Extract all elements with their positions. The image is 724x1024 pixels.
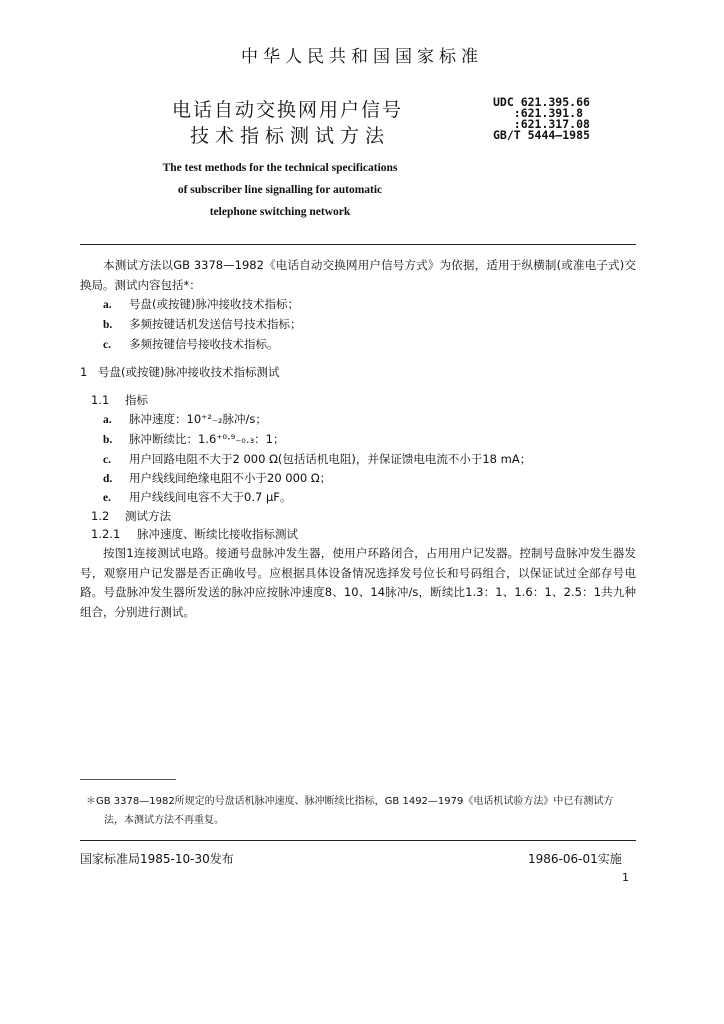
section-1-1-heading: [91, 392, 148, 408]
udc-line-2: :621.391.8: [493, 106, 584, 120]
intro-item-a: [103, 296, 299, 312]
item-label: a.: [103, 414, 112, 426]
section-title: 指标: [125, 393, 148, 407]
item-text: 多频按键信号接收技术指标。: [129, 337, 279, 351]
item-text: 用户回路电阻不大于2 000 Ω(包括话机电阻)，并保证馈电电流不小于18 mA；: [129, 452, 532, 466]
english-title-line1: The test methods for the technical specifications: [162, 162, 398, 174]
section-number: 1.2: [91, 509, 110, 523]
item-label: a.: [103, 299, 112, 311]
footnote-line1: ＊GB 3378—1982所规定的号盘话机脉冲速度、脉冲断续比指标，GB 1492—1979《电话机试验方法》中已有测试方: [86, 796, 614, 807]
footnote-line2: 法，本测试方法不再重复。: [104, 815, 224, 826]
document-title-line2: 技术指标测试方法: [190, 125, 391, 147]
item-label: c.: [103, 339, 111, 351]
item-label: c.: [103, 454, 111, 466]
section-title: 测试方法: [125, 509, 171, 523]
english-title: [0, 157, 560, 223]
page-number: 1: [622, 871, 629, 884]
intro-paragraph: 本测试方法以GB 3378—1982《电话自动交换网用户信号方式》为依据，适用于纵横制(或准电子式)交换局。测试内容包括*：: [80, 258, 636, 292]
item-text: 号盘(或按键)脉冲接收技术指标；: [129, 297, 299, 311]
section-number: 1.2.1: [91, 527, 121, 541]
section-number: 1.1: [91, 393, 110, 407]
item-label: b.: [103, 319, 113, 331]
section-1-heading: [80, 364, 279, 380]
indicator-c: [103, 451, 531, 467]
section-1-2-1-heading: [91, 526, 298, 542]
intro-item-c: [103, 336, 279, 352]
section-number: 1: [80, 365, 88, 379]
footer-divider: [80, 840, 636, 841]
item-text: 用户线线间电容不大于0.7 μF。: [129, 490, 292, 504]
section-1-2-heading: [91, 508, 171, 524]
header-divider: [80, 244, 636, 245]
english-title-line3: telephone switching network: [209, 206, 351, 218]
test-method-paragraph: 按图1连接测试电路。接通号盘脉冲发生器，使用户环路闭合，占用用户记发器。控制号盘脉冲发生器发号，观察用户记发器是否正确收号。应根据具体设备情况选择发号位长和号码组合，以保证试过全部存号电路。号盘脉冲发生器所发送的脉冲应按脉冲速度8、10、14脉冲/s，断续比1.3：1、1.6：1、2.5：1共九种组合，分别进行测试。: [80, 546, 636, 619]
section-title: 号盘(或按键)脉冲接收技术指标测试: [98, 365, 280, 379]
effective-date: 1986-06-01实施: [528, 852, 622, 866]
indicator-e: [103, 489, 291, 505]
section-title: 脉冲速度、断续比接收指标测试: [137, 527, 298, 541]
indicator-a: [103, 411, 267, 427]
document-title-line1: 电话自动交换网用户信号: [172, 99, 404, 121]
footnote-divider: [80, 779, 176, 780]
item-label: d.: [103, 473, 113, 485]
udc-line-3: :621.317.08: [493, 117, 590, 131]
item-text: 脉冲断续比：1.6⁺⁰·⁹₋₀.₃：1；: [129, 432, 285, 446]
national-standard-heading: 中华人民共和国国家标准: [241, 47, 483, 67]
item-label: b.: [103, 434, 113, 446]
standard-number: GB/T 5444—1985: [493, 128, 590, 142]
item-text: 脉冲速度：10⁺²₋₂脉冲/s；: [129, 412, 267, 426]
intro-item-b: [103, 316, 302, 332]
english-title-line2: of subscriber line signalling for automatic: [177, 184, 383, 196]
item-text: 用户线线间绝缘电阻不小于20 000 Ω；: [129, 471, 332, 485]
issue-date: 国家标准局1985-10-30发布: [80, 852, 234, 866]
item-text: 多频按键话机发送信号技术指标；: [129, 317, 302, 331]
udc-classification: [493, 97, 590, 141]
indicator-d: [103, 470, 331, 486]
udc-line-1: UDC 621.395.66: [493, 95, 590, 109]
indicator-b: [103, 431, 285, 447]
item-label: e.: [103, 492, 111, 504]
